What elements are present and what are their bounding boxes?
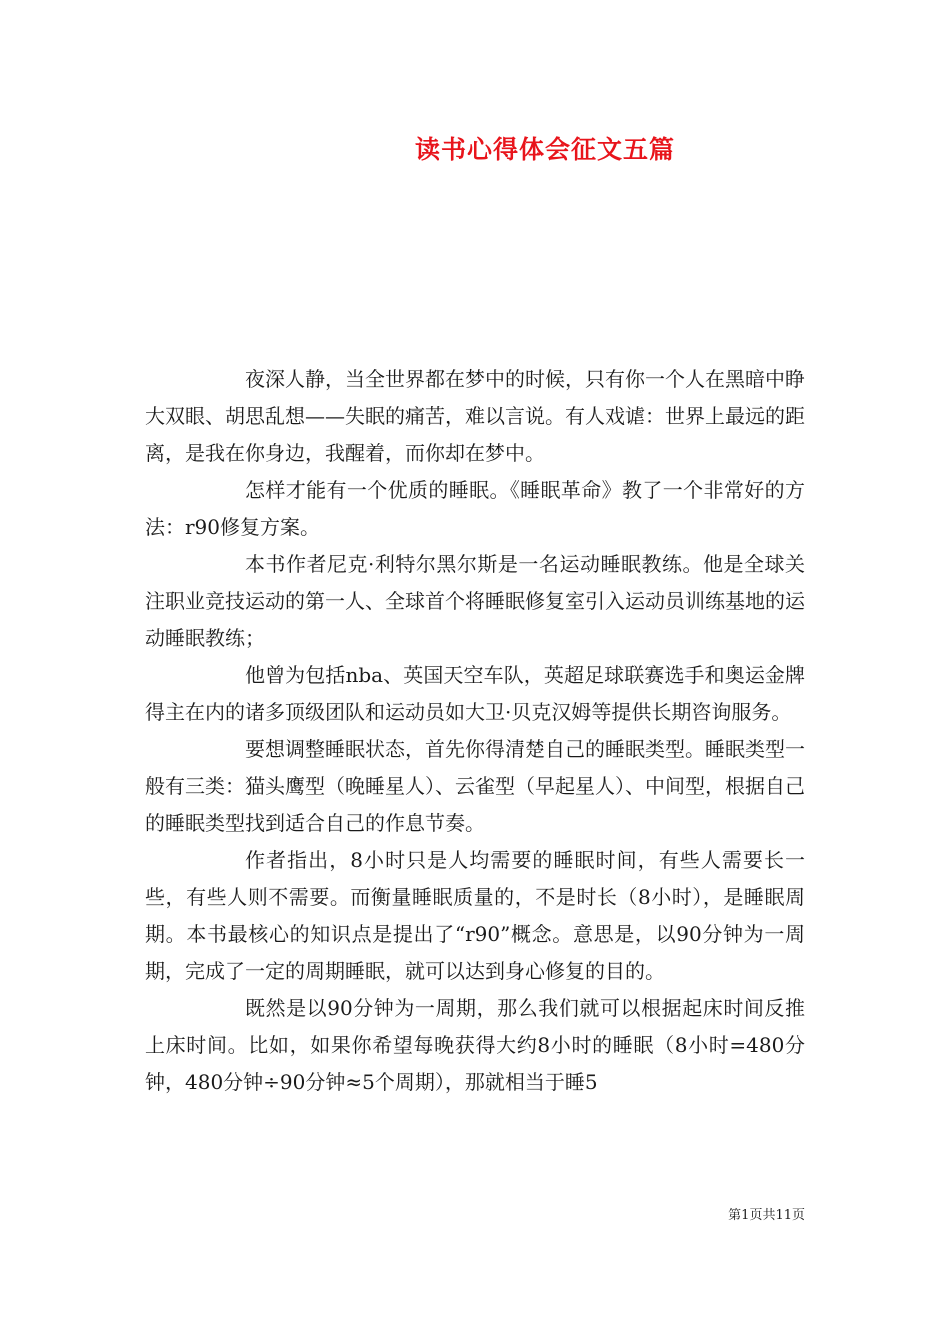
paragraph: 怎样才能有一个优质的睡眠。《睡眠革命》教了一个非常好的方法：r90修复方案。 xyxy=(145,478,805,539)
paragraph: 夜深人静，当全世界都在梦中的时候，只有你一个人在黑暗中睁大双眼、胡思乱想——失眠的痛苦，难以言说。有人戏谑：世界上最远的距离，是我在你身边，我醒着，而你却在梦中。 xyxy=(145,367,805,465)
paragraph: 他曾为包括nba、英国天空车队，英超足球联赛选手和奥运金牌得主在内的诸多顶级团队和运动员如大卫·贝克汉姆等提供长期咨询服务。 xyxy=(145,663,805,724)
paragraph: 既然是以90分钟为一周期，那么我们就可以根据起床时间反推上床时间。比如，如果你希望每晚获得大约8小时的睡眠（8小时=480分钟，480分钟÷90分钟≈5个周期），那就相当于睡5 xyxy=(145,996,805,1094)
page-number-footer: 第1页共11页 xyxy=(728,1208,805,1223)
paragraph: 作者指出，8小时只是人均需要的睡眠时间，有些人需要长一些，有些人则不需要。而衡量睡眠质量的，不是时长（8小时），是睡眠周期。本书最核心的知识点是提出了“r90”概念。意思是，以90分钟为一周期，完成了一定的周期睡眠，就可以达到身心修复的目的。 xyxy=(145,848,805,983)
paragraph: 要想调整睡眠状态，首先你得清楚自己的睡眠类型。睡眠类型一般有三类：猫头鹰型（晚睡星人）、云雀型（早起星人）、中间型，根据自己的睡眠类型找到适合自己的作息节奏。 xyxy=(145,737,805,835)
document-title: 读书心得体会征文五篇 xyxy=(414,135,675,164)
document-body xyxy=(145,361,805,1101)
paragraph: 本书作者尼克·利特尔黑尔斯是一名运动睡眠教练。他是全球关注职业竞技运动的第一人、全球首个将睡眠修复室引入运动员训练基地的运动睡眠教练； xyxy=(145,552,805,650)
